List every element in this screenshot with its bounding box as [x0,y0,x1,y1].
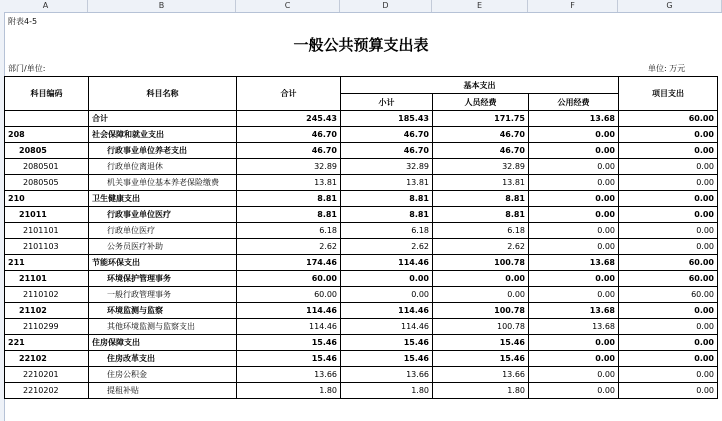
cell-personnel[interactable]: 13.66 [433,367,529,383]
cell-code[interactable]: 22102 [5,351,89,367]
cell-code[interactable]: 20805 [5,143,89,159]
cell-total[interactable]: 13.81 [237,175,341,191]
cell-code[interactable]: 2210201 [5,367,89,383]
cell-code[interactable]: 2210202 [5,383,89,399]
cell-public[interactable]: 13.68 [529,255,619,271]
cell-subtotal[interactable]: 2.62 [341,239,433,255]
cell-personnel[interactable]: 8.81 [433,191,529,207]
unit-label[interactable]: 单位: 万元 [648,64,686,73]
cell-public[interactable]: 0.00 [529,223,619,239]
cell-total[interactable]: 46.70 [237,143,341,159]
cell-name[interactable]: 行政事业单位养老支出 [89,143,237,159]
cell-public[interactable]: 13.68 [529,303,619,319]
table-row [5,367,718,383]
cell-total[interactable]: 8.81 [237,207,341,223]
table-row [5,143,718,159]
column-header-g[interactable]: G [618,0,722,12]
cell-code[interactable]: 2080505 [5,175,89,191]
cell-code[interactable]: 2101103 [5,239,89,255]
cell-total[interactable]: 60.00 [237,287,341,303]
cell-project[interactable]: 60.00 [619,287,718,303]
cell-public[interactable]: 13.68 [529,319,619,335]
cell-subtotal[interactable]: 114.46 [341,303,433,319]
cell-personnel[interactable]: 0.00 [433,271,529,287]
cell-project[interactable]: 60.00 [619,111,718,127]
cell-public[interactable]: 0.00 [529,367,619,383]
column-header-a[interactable]: A [4,0,88,12]
cell-personnel[interactable]: 0.00 [433,287,529,303]
column-header-f[interactable]: F [528,0,618,12]
cell-project[interactable]: 0.00 [619,335,718,351]
cell-public[interactable]: 0.00 [529,271,619,287]
cell-subtotal[interactable]: 114.46 [341,255,433,271]
cell-public[interactable]: 0.00 [529,287,619,303]
cell-total[interactable]: 15.46 [237,351,341,367]
cell-subtotal[interactable]: 15.46 [341,351,433,367]
cell-subtotal[interactable]: 13.81 [341,175,433,191]
cell-code[interactable] [5,111,89,127]
table-row [5,303,718,319]
cell-code[interactable]: 210 [5,191,89,207]
cell-project[interactable]: 0.00 [619,383,718,399]
cell-public[interactable]: 0.00 [529,191,619,207]
cell-name[interactable]: 公务员医疗补助 [89,239,237,255]
table-row [5,335,718,351]
budget-table [4,76,718,399]
cell-name[interactable]: 节能环保支出 [89,255,237,271]
cell-personnel[interactable]: 2.62 [433,239,529,255]
table-row [5,111,718,127]
cell-public[interactable]: 0.00 [529,175,619,191]
cell-project[interactable]: 0.00 [619,175,718,191]
cell-public[interactable]: 0.00 [529,383,619,399]
table-row [5,239,718,255]
cell-project[interactable]: 0.00 [619,159,718,175]
cell-project[interactable]: 0.00 [619,367,718,383]
cell-public[interactable]: 0.00 [529,239,619,255]
table-row [5,223,718,239]
cell-total[interactable]: 46.70 [237,127,341,143]
cell-total[interactable]: 245.43 [237,111,341,127]
cell-project[interactable]: 0.00 [619,191,718,207]
table-row [5,191,718,207]
header-project[interactable]: 项目支出 [619,77,718,111]
cell-personnel[interactable]: 100.78 [433,319,529,335]
header-basic[interactable]: 基本支出 [341,77,619,94]
cell-total[interactable]: 1.80 [237,383,341,399]
header-subtotal[interactable]: 小计 [341,94,433,111]
annex-label[interactable]: 附表4-5 [8,17,38,26]
cell-personnel[interactable]: 6.18 [433,223,529,239]
cell-name[interactable]: 住房改革支出 [89,351,237,367]
cell-subtotal[interactable]: 15.46 [341,335,433,351]
header-personnel[interactable]: 人员经费 [433,94,529,111]
cell-personnel[interactable]: 100.78 [433,303,529,319]
cell-project[interactable]: 0.00 [619,143,718,159]
cell-total[interactable]: 8.81 [237,191,341,207]
table-row [5,207,718,223]
cell-project[interactable]: 0.00 [619,239,718,255]
cell-total[interactable]: 15.46 [237,335,341,351]
cell-name[interactable]: 机关事业单位基本养老保险缴费 [89,175,237,191]
cell-name[interactable]: 其他环境监测与监察支出 [89,319,237,335]
cell-subtotal[interactable]: 32.89 [341,159,433,175]
cell-personnel[interactable]: 15.46 [433,351,529,367]
cell-subtotal[interactable]: 46.70 [341,127,433,143]
column-header-c[interactable]: C [236,0,340,12]
table-row [5,127,718,143]
cell-code[interactable]: 2080501 [5,159,89,175]
cell-name[interactable]: 卫生健康支出 [89,191,237,207]
cell-name[interactable]: 环境监测与监察 [89,303,237,319]
cell-personnel[interactable]: 15.46 [433,335,529,351]
cell-subtotal[interactable]: 1.80 [341,383,433,399]
cell-public[interactable]: 0.00 [529,143,619,159]
cell-subtotal[interactable]: 8.81 [341,207,433,223]
cell-code[interactable]: 21101 [5,271,89,287]
cell-public[interactable]: 0.00 [529,159,619,175]
cell-personnel[interactable]: 46.70 [433,127,529,143]
cell-personnel[interactable]: 13.81 [433,175,529,191]
cell-personnel[interactable]: 171.75 [433,111,529,127]
cell-name[interactable]: 一般行政管理事务 [89,287,237,303]
table-row [5,319,718,335]
table-row [5,159,718,175]
table-row [5,351,718,367]
cell-personnel[interactable]: 32.89 [433,159,529,175]
table-row [5,287,718,303]
cell-total[interactable]: 6.18 [237,223,341,239]
cell-code[interactable]: 208 [5,127,89,143]
cell-code[interactable]: 221 [5,335,89,351]
cell-code[interactable]: 211 [5,255,89,271]
cell-public[interactable]: 0.00 [529,351,619,367]
cell-code[interactable]: 21011 [5,207,89,223]
cell-subtotal[interactable]: 0.00 [341,287,433,303]
column-header-b[interactable]: B [88,0,236,12]
cell-code[interactable]: 21102 [5,303,89,319]
cell-total[interactable]: 13.66 [237,367,341,383]
column-header-bar [0,0,722,13]
header-name[interactable]: 科目名称 [89,77,237,111]
cell-subtotal[interactable]: 114.46 [341,319,433,335]
cell-code[interactable]: 2101101 [5,223,89,239]
cell-total[interactable]: 114.46 [237,303,341,319]
cell-code[interactable]: 2110102 [5,287,89,303]
table-row [5,383,718,399]
cell-project[interactable]: 0.00 [619,303,718,319]
cell-personnel[interactable]: 100.78 [433,255,529,271]
cell-project[interactable]: 0.00 [619,127,718,143]
cell-name[interactable]: 住房保障支出 [89,335,237,351]
cell-total[interactable]: 60.00 [237,271,341,287]
cell-subtotal[interactable]: 185.43 [341,111,433,127]
cell-subtotal[interactable]: 6.18 [341,223,433,239]
cell-name[interactable]: 行政事业单位医疗 [89,207,237,223]
cell-subtotal[interactable]: 8.81 [341,191,433,207]
cell-project[interactable]: 0.00 [619,351,718,367]
cell-name[interactable]: 合计 [89,111,237,127]
cell-subtotal[interactable]: 46.70 [341,143,433,159]
cell-personnel[interactable]: 1.80 [433,383,529,399]
cell-public[interactable]: 13.68 [529,111,619,127]
table-row [5,175,718,191]
department-label[interactable]: 部门/单位: [8,64,46,73]
cell-name[interactable]: 住房公积金 [89,367,237,383]
cell-name[interactable]: 行政单位离退休 [89,159,237,175]
cell-code[interactable]: 2110299 [5,319,89,335]
column-header-e[interactable]: E [432,0,528,12]
cell-total[interactable]: 114.46 [237,319,341,335]
header-public[interactable]: 公用经费 [529,94,619,111]
page-title[interactable]: 一般公共预算支出表 [293,36,429,54]
cell-name[interactable]: 社会保障和就业支出 [89,127,237,143]
cell-personnel[interactable]: 8.81 [433,207,529,223]
cell-public[interactable]: 0.00 [529,335,619,351]
cell-project[interactable]: 0.00 [619,319,718,335]
header-code[interactable]: 科目编码 [5,77,89,111]
cell-name[interactable]: 行政单位医疗 [89,223,237,239]
cell-project[interactable]: 0.00 [619,207,718,223]
cell-total[interactable]: 32.89 [237,159,341,175]
cell-project[interactable]: 0.00 [619,223,718,239]
cell-total[interactable]: 2.62 [237,239,341,255]
cell-subtotal[interactable]: 13.66 [341,367,433,383]
header-total[interactable]: 合计 [237,77,341,111]
cell-public[interactable]: 0.00 [529,207,619,223]
table-row [5,271,718,287]
cell-public[interactable]: 0.00 [529,127,619,143]
cell-personnel[interactable]: 46.70 [433,143,529,159]
column-header-d[interactable]: D [340,0,432,12]
cell-subtotal[interactable]: 0.00 [341,271,433,287]
table-row [5,255,718,271]
cell-name[interactable]: 环境保护管理事务 [89,271,237,287]
cell-total[interactable]: 174.46 [237,255,341,271]
cell-name[interactable]: 提租补贴 [89,383,237,399]
cell-project[interactable]: 60.00 [619,255,718,271]
cell-project[interactable]: 60.00 [619,271,718,287]
